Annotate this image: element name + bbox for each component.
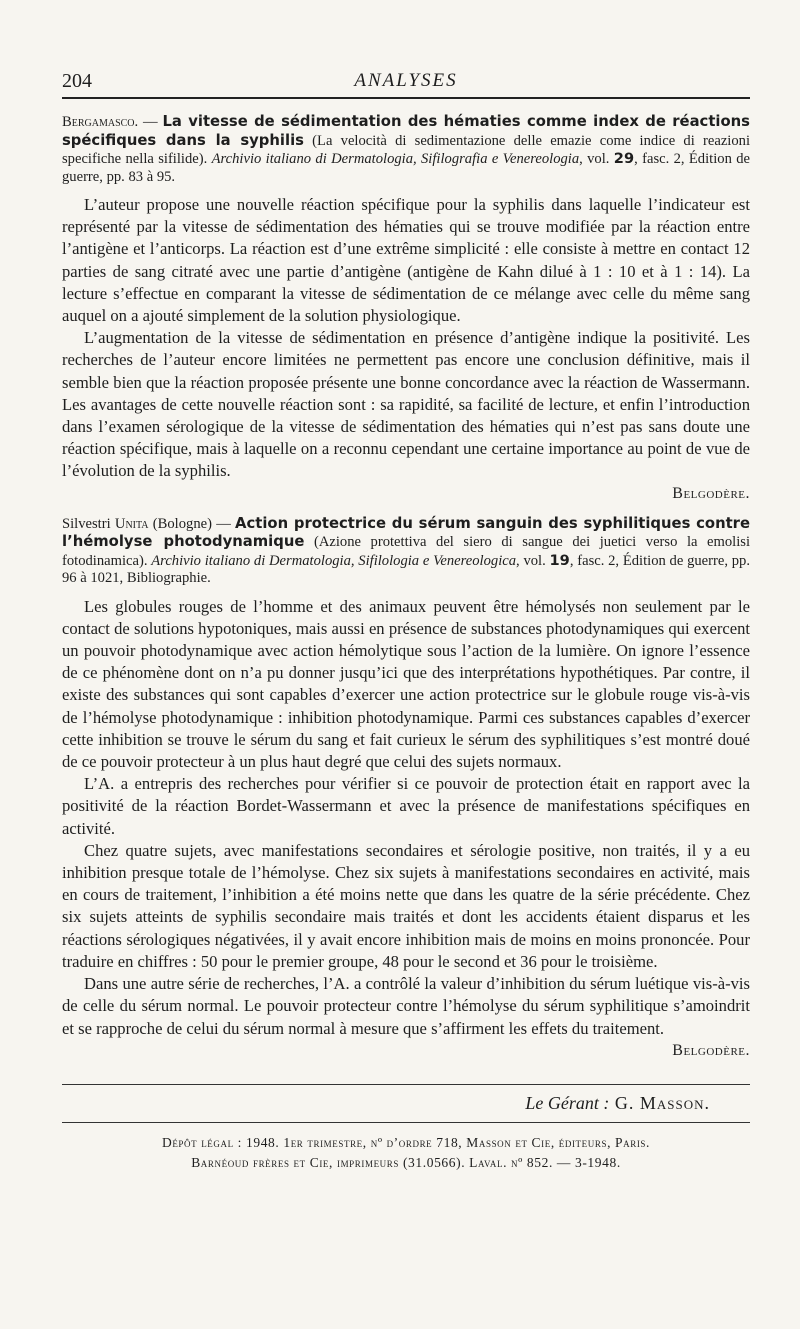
article-title: Action protectrice du sérum sanguin des syphilitiques contre l’hémolyse photodynamique (62, 514, 751, 551)
body-paragraph: Chez quatre sujets, avec manifestations secondaires et sérologie positive, non traités, il y a eu inhibition presque totale de l’hémolyse. Chez six sujets à manifestations secondaires en activité, mais en cours de traitement, l’inhibition a été moins nette que dans les quatre de la série précédente. Chez six sujets atteints de syphilis secondaire mais traités et dont les accidents étaient disparus et les réactions sérologiques négativées, il y avait encore inhibition mais de moins en moins prononcée. Pour traduire en chiffres : 50 pour le premier groupe, 48 pour le second et 36 pour le troisième. (62, 840, 750, 971)
article-citation (62, 113, 750, 186)
running-title: ANALYSES (354, 70, 458, 91)
volume-number: 19 (549, 551, 570, 569)
journal-name: Archivio italiano di Dermatologia, Sifilografia e Venereologia (211, 151, 580, 167)
page-number: 204 (62, 70, 92, 92)
page (62, 64, 750, 1173)
body-paragraph: Les globules rouges de l’homme et des animaux peuvent être hémolysés non seulement par le contact de solutions hypotoniques, mais aussi en présence de substances photodynamiques qui exercent un pouvoir photodynamique avec action hémolytique sous l’action de la lumière. On ignore l’essence de ce phénomène dont on n’a pu donner jusqu’ici que des interprétations hypothétiques. Par contre, il existe des substances qui sont capables d’exercer une action protectrice sur le globule rouge vis-à-vis de l’hémolyse photodynamique : inhibition photodynamique. Parmi ces substances capables d’exercer cette inhibition se trouve le sérum du sang et fait curieux le sérum des syphilitiques s’est montré doué de ce pouvoir protecteur à un plus haut degré que celui des sujets normaux. (62, 596, 750, 772)
body-paragraph: L’auteur propose une nouvelle réaction spécifique pour la syphilis dans laquelle l’indicateur est représenté par la vitesse de sédimentation des hématies qui se trouve modifiée par la réaction entre l’antigène et l’anticorps. La réaction est d’une extrême simplicité : elle consiste à mettre en contact 12 parties de sang citraté avec une partie d’antigène (antigène de Kahn dilué à 1 : 10 et à 1 : 14). La lecture s’effectue en comparant la vitesse de sédimentation de ce mélange avec celle du même sang auquel on a ajouté simplement de la solution physiologique. (62, 195, 750, 326)
vol-prefix: , vol. (579, 151, 614, 167)
footer-rule-bottom (62, 1122, 750, 1123)
author-location: (Bologne) — (148, 515, 236, 532)
citation-details: , fasc. 2, Édition de guerre, pp. 83 à 95. (62, 151, 750, 185)
header-rule (62, 97, 750, 99)
article-title: La vitesse de sédimentation des hématies comme index de réactions spécifiques dans la syphilis (62, 113, 750, 149)
footer-rule-top (62, 1084, 750, 1085)
imprint-line: Barnéoud frères et Cie, imprimeurs (31.0566). Laval. nº 852. — 3-1948. (191, 1154, 621, 1170)
body-paragraph: Dans une autre série de recherches, l’A. a contrôlé la valeur d’inhibition du sérum luétique vis-à-vis de celle du sérum normal. Le pouvoir protecteur contre l’hémolyse du sérum syphilitique s’amoindrit et se rapproche de celui du sérum normal à mesure que s’affirment les effets du traitement. (62, 974, 750, 1038)
reviewer-signature: Belgodère. (672, 484, 750, 502)
body-paragraph: L’augmentation de la vitesse de sédimentation en présence d’antigène indique la positivité. Les recherches de l’auteur encore limitées ne permettent pas encore une conclusion définitive, mais il semble bien que la réaction proposée présente une bonne concordance avec la réaction de Wassermann. Les avantages de cette nouvelle réaction sont : sa rapidité, sa facilité de lecture, et enfin l’introduction dans l’examen sérologique de la vitesse de sédimentation des hématies qui n’est pas sans doute une réaction spécifique, mais à laquelle on a reconnu cependant une certaine importance au point de vue de l’évolution de la syphilis. (62, 328, 750, 481)
article-bergamasco (62, 113, 750, 505)
gerant-name: G. Masson. (609, 1092, 710, 1113)
article-unita (62, 515, 750, 1062)
imprint (62, 1133, 750, 1173)
imprint-line: Dépôt légal : 1948. 1er trimestre, nº d’ordre 718, Masson et Cie, éditeurs, Paris. (161, 1134, 651, 1150)
gerant-line (62, 1093, 710, 1114)
vol-prefix: , vol. (516, 552, 550, 569)
body-paragraph: L’A. a entrepris des recherches pour vérifier si ce pouvoir de protection était en rapport avec la positivité de la réaction Bordet-Wassermann et avec la présence de manifestations spécifiques en activité. (62, 774, 750, 838)
original-title: (La velocità di sedimentazione delle emazie come indice di reazioni specifiche nella sifilide). (62, 132, 750, 167)
reviewer-signature: Belgodère. (672, 1041, 750, 1059)
page-header (62, 64, 750, 94)
gerant-label: Le Gérant : (525, 1092, 610, 1113)
article-author: Unita (114, 515, 149, 532)
article-author: Bergamasco. — (62, 114, 158, 130)
gerant-block (62, 1084, 750, 1173)
citation-details: , fasc. 2, Édition de guerre, pp. 96 à 1021, Bibliographie. (62, 552, 751, 587)
article-citation (62, 515, 750, 588)
journal-name: Archivio italiano di Dermatologia, Sifilologia e Venereologica (151, 552, 517, 569)
author-first-name: Silvestri (62, 515, 115, 532)
volume-number: 29 (613, 150, 635, 167)
original-title: (Azione protettiva del siero di sangue dei juetici verso la emolisi fotodinamica). (62, 534, 751, 569)
